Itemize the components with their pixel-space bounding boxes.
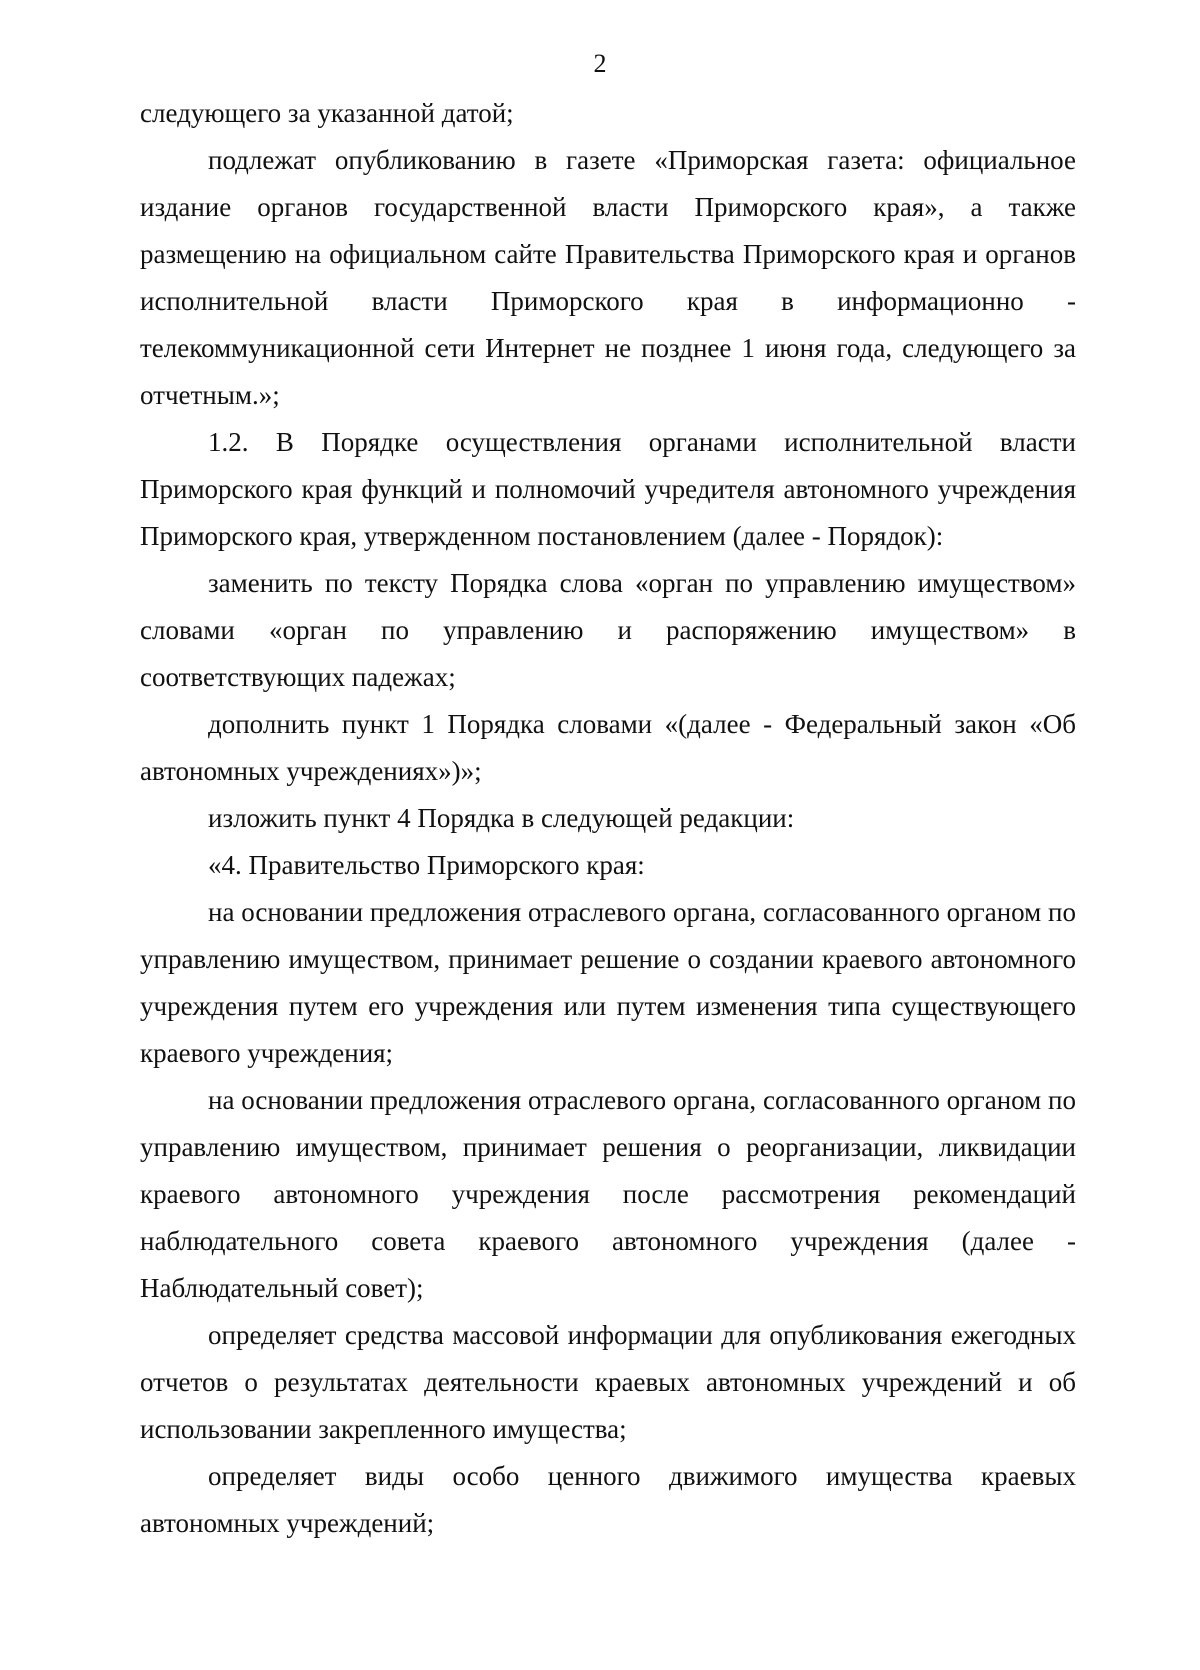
paragraph-reorganization-decision: на основании предложения отраслевого органа, согласованного органом по управлению имуществом, принимает решения о реорганизации, ликвидации краевого автономного учреждения после рассмотрения рекомендаций наблюдательного совета краевого автономного учреждения (далее - Наблюдательный совет); [140,1085,1076,1303]
paragraph-section-1-2: 1.2. В Порядке осуществления органами исполнительной власти Приморского края функций и полномочий учредителя автономного учреждения Приморского края, утвержденном постановлением (далее - Порядок): [140,427,1076,551]
paragraph-media-definition: определяет средства массовой информации для опубликования ежегодных отчетов о результатах деятельности краевых автономных учреждений и об использовании закрепленного имущества; [140,1320,1076,1444]
page-number: 2 [593,49,607,78]
paragraph-replace-words: заменить по тексту Порядка слова «орган по управлению имуществом» словами «орган по управлению и распоряжению имуществом» в соответствующих падежах; [140,568,1076,692]
paragraph-property-types: определяет виды особо ценного движимого имущества краевых автономных учреждений; [140,1461,1076,1538]
document-body [140,90,1076,1547]
paragraph-publication: подлежат опубликованию в газете «Приморская газета: официальное издание органов государственной власти Приморского края», а также размещению на официальном сайте Правительства Приморского края и органов исполнительной власти Приморского края в информационно - телекоммуникационной сети Интернет не позднее 1 июня года, следующего за отчетным.»; [140,145,1076,410]
paragraph-restate-point-4: изложить пункт 4 Порядка в следующей редакции: [208,803,795,833]
paragraph-point-4-heading: «4. Правительство Приморского края: [208,850,645,880]
paragraph-continuation: следующего за указанной датой; [140,98,514,128]
paragraph-supplement-point-1: дополнить пункт 1 Порядка словами «(далее - Федеральный закон «Об автономных учреждениях»)»; [140,709,1076,786]
paragraph-creation-decision: на основании предложения отраслевого органа, согласованного органом по управлению имуществом, принимает решение о создании краевого автономного учреждения путем его учреждения или путем изменения типа существующего краевого учреждения; [140,897,1076,1068]
